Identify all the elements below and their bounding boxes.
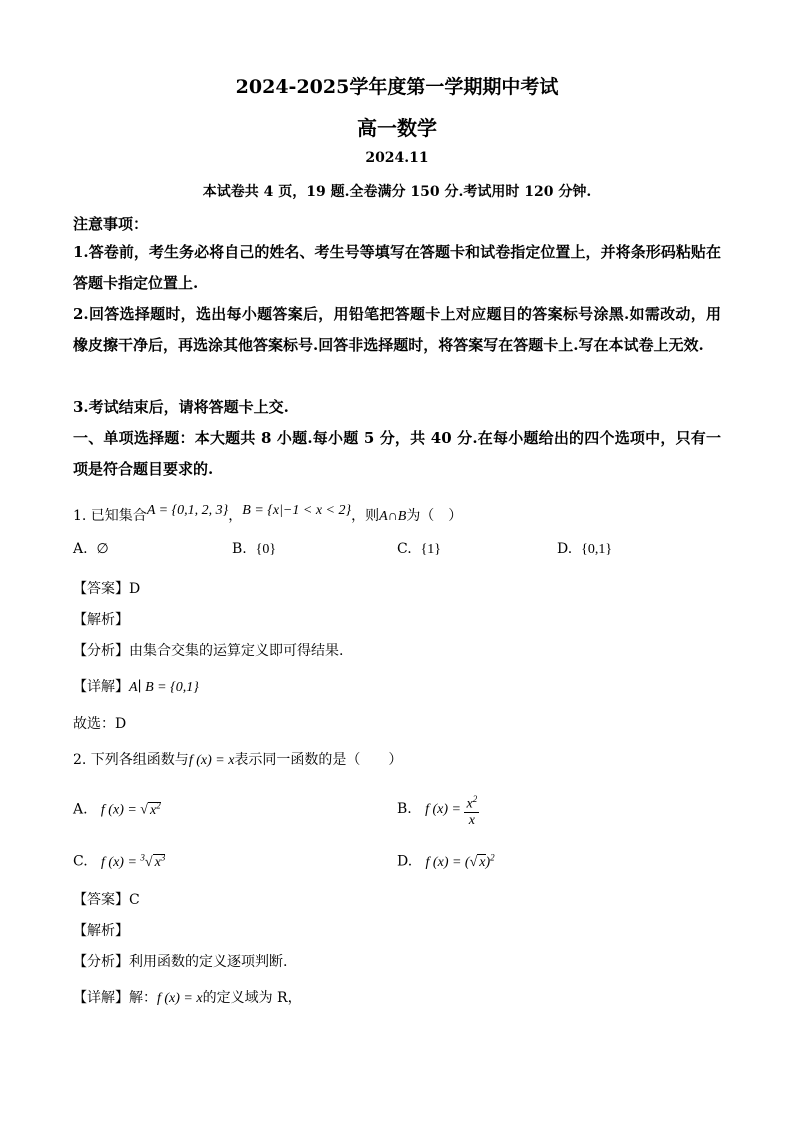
q1-expr: A∩B — [379, 509, 407, 524]
q1-sep: ， — [228, 508, 243, 524]
q2-option-d — [397, 852, 495, 871]
fenxi-tag: 【分析】 — [73, 954, 129, 970]
option-label: A. — [73, 801, 88, 818]
option-label: B. — [397, 801, 412, 818]
q2-fenxi — [73, 951, 287, 971]
exam-date: 2024.11 — [365, 150, 429, 166]
notice-item-1: 1.答卷前，考生务必将自己的姓名、考生号等填写在答题卡和试卷指定位置上，并将条形码粘贴在答题卡指定位置上. — [73, 243, 721, 292]
q1-answer — [73, 578, 140, 598]
q2-option-a — [73, 800, 161, 819]
fenxi-tag: 【分析】 — [73, 643, 129, 659]
subject-title: 高一数学 — [357, 116, 437, 140]
option-label: D. — [557, 541, 573, 557]
q1-option-c — [397, 541, 441, 558]
option-label: C. — [397, 541, 412, 557]
option-value: {0,1} — [581, 542, 613, 557]
q1-prefix: 1. 已知集合 — [73, 508, 147, 524]
q1-detail — [73, 676, 199, 696]
q1-suffix: 为（ ） — [406, 508, 463, 524]
answer-value: D — [129, 581, 141, 597]
detail-tag: 【详解】 — [73, 679, 129, 695]
q1-fenxi — [73, 640, 343, 660]
q2-option-c — [73, 852, 165, 871]
notice-heading: 注意事项： — [73, 215, 149, 233]
detail-suffix: 的定义域为 R， — [202, 990, 302, 1006]
section-heading: 一、单项选择题：本大题共 8 小题.每小题 5 分，共 40 分.在每小题给出的四个选项中，只有一项是符合题目要求的. — [73, 429, 721, 478]
q2-analysis-tag: 【解析】 — [73, 923, 129, 939]
q2-prefix: 2. 下列各组函数与 — [73, 752, 189, 768]
answer-tag: 【答案】 — [73, 892, 129, 908]
option-value: {1} — [420, 542, 442, 557]
q2-answer — [73, 889, 140, 909]
question-1 — [73, 505, 462, 525]
q1-option-d — [557, 541, 612, 558]
question-2 — [73, 749, 402, 769]
option-label: A. — [73, 541, 88, 557]
q2-option-b — [397, 792, 479, 828]
option-label: D. — [397, 853, 413, 870]
formula-cbrt-x-cubed: f (x) = $^3$√ $x^3$ — [101, 852, 166, 870]
option-value: ∅ — [96, 542, 109, 557]
q1-set-b: B = {x|−1 < x < 2} — [242, 503, 352, 518]
q2-suffix: 表示同一函数的是（ ） — [234, 752, 403, 768]
q1-set-a: A = {0,1, 2, 3} — [146, 503, 229, 518]
detail-prefix: 解： — [129, 990, 157, 1006]
q1-choose: 故选：D — [73, 716, 127, 732]
detail-fx: f (x) = x — [157, 991, 203, 1006]
notice-item-3: 3.考试结束后，请将答题卡上交. — [73, 398, 289, 416]
q1-analysis-tag: 【解析】 — [73, 612, 129, 628]
notice-item-2: 2.回答选择题时，选出每小题答案后，用铅笔把答题卡上对应题目的答案标号涂黑.如需改动，用橡皮擦干净后，再选涂其他答案标号.回答非选择题时，将答案写在答题卡上.写在本试卷上无效. — [73, 305, 721, 354]
q1-option-b — [232, 541, 276, 558]
q2-detail — [73, 987, 302, 1007]
answer-value: C — [129, 892, 140, 908]
formula-x-squared-over-x: f (x) = $\frac{x^2}{x}$ — [425, 794, 478, 828]
detail-tag: 【详解】 — [73, 990, 129, 1006]
option-label: C. — [73, 853, 88, 870]
exam-title: 2024-2025学年度第一学期期中考试 — [235, 76, 559, 98]
exam-info: 本试卷共 4 页，19 题.全卷满分 150 分.考试用时 120 分钟. — [202, 184, 592, 200]
option-label: B. — [232, 541, 247, 557]
q2-fx: f (x) = x — [188, 753, 235, 768]
q1-mid: ，则 — [351, 508, 380, 524]
formula-sqrt-x-squared: f (x) = √ $x^2$ — [100, 800, 161, 818]
fenxi-text: 由集合交集的运算定义即可得结果. — [129, 643, 344, 659]
q1-option-a — [73, 541, 109, 558]
option-value: {0} — [255, 542, 277, 557]
formula-sqrt-x-squared-outer: f (x) = (√ x)$^2$ — [425, 852, 495, 870]
detail-text: A∣ B = {0,1} — [129, 680, 199, 695]
answer-tag: 【答案】 — [73, 581, 129, 597]
fenxi-text: 利用函数的定义逐项判断. — [129, 954, 288, 970]
